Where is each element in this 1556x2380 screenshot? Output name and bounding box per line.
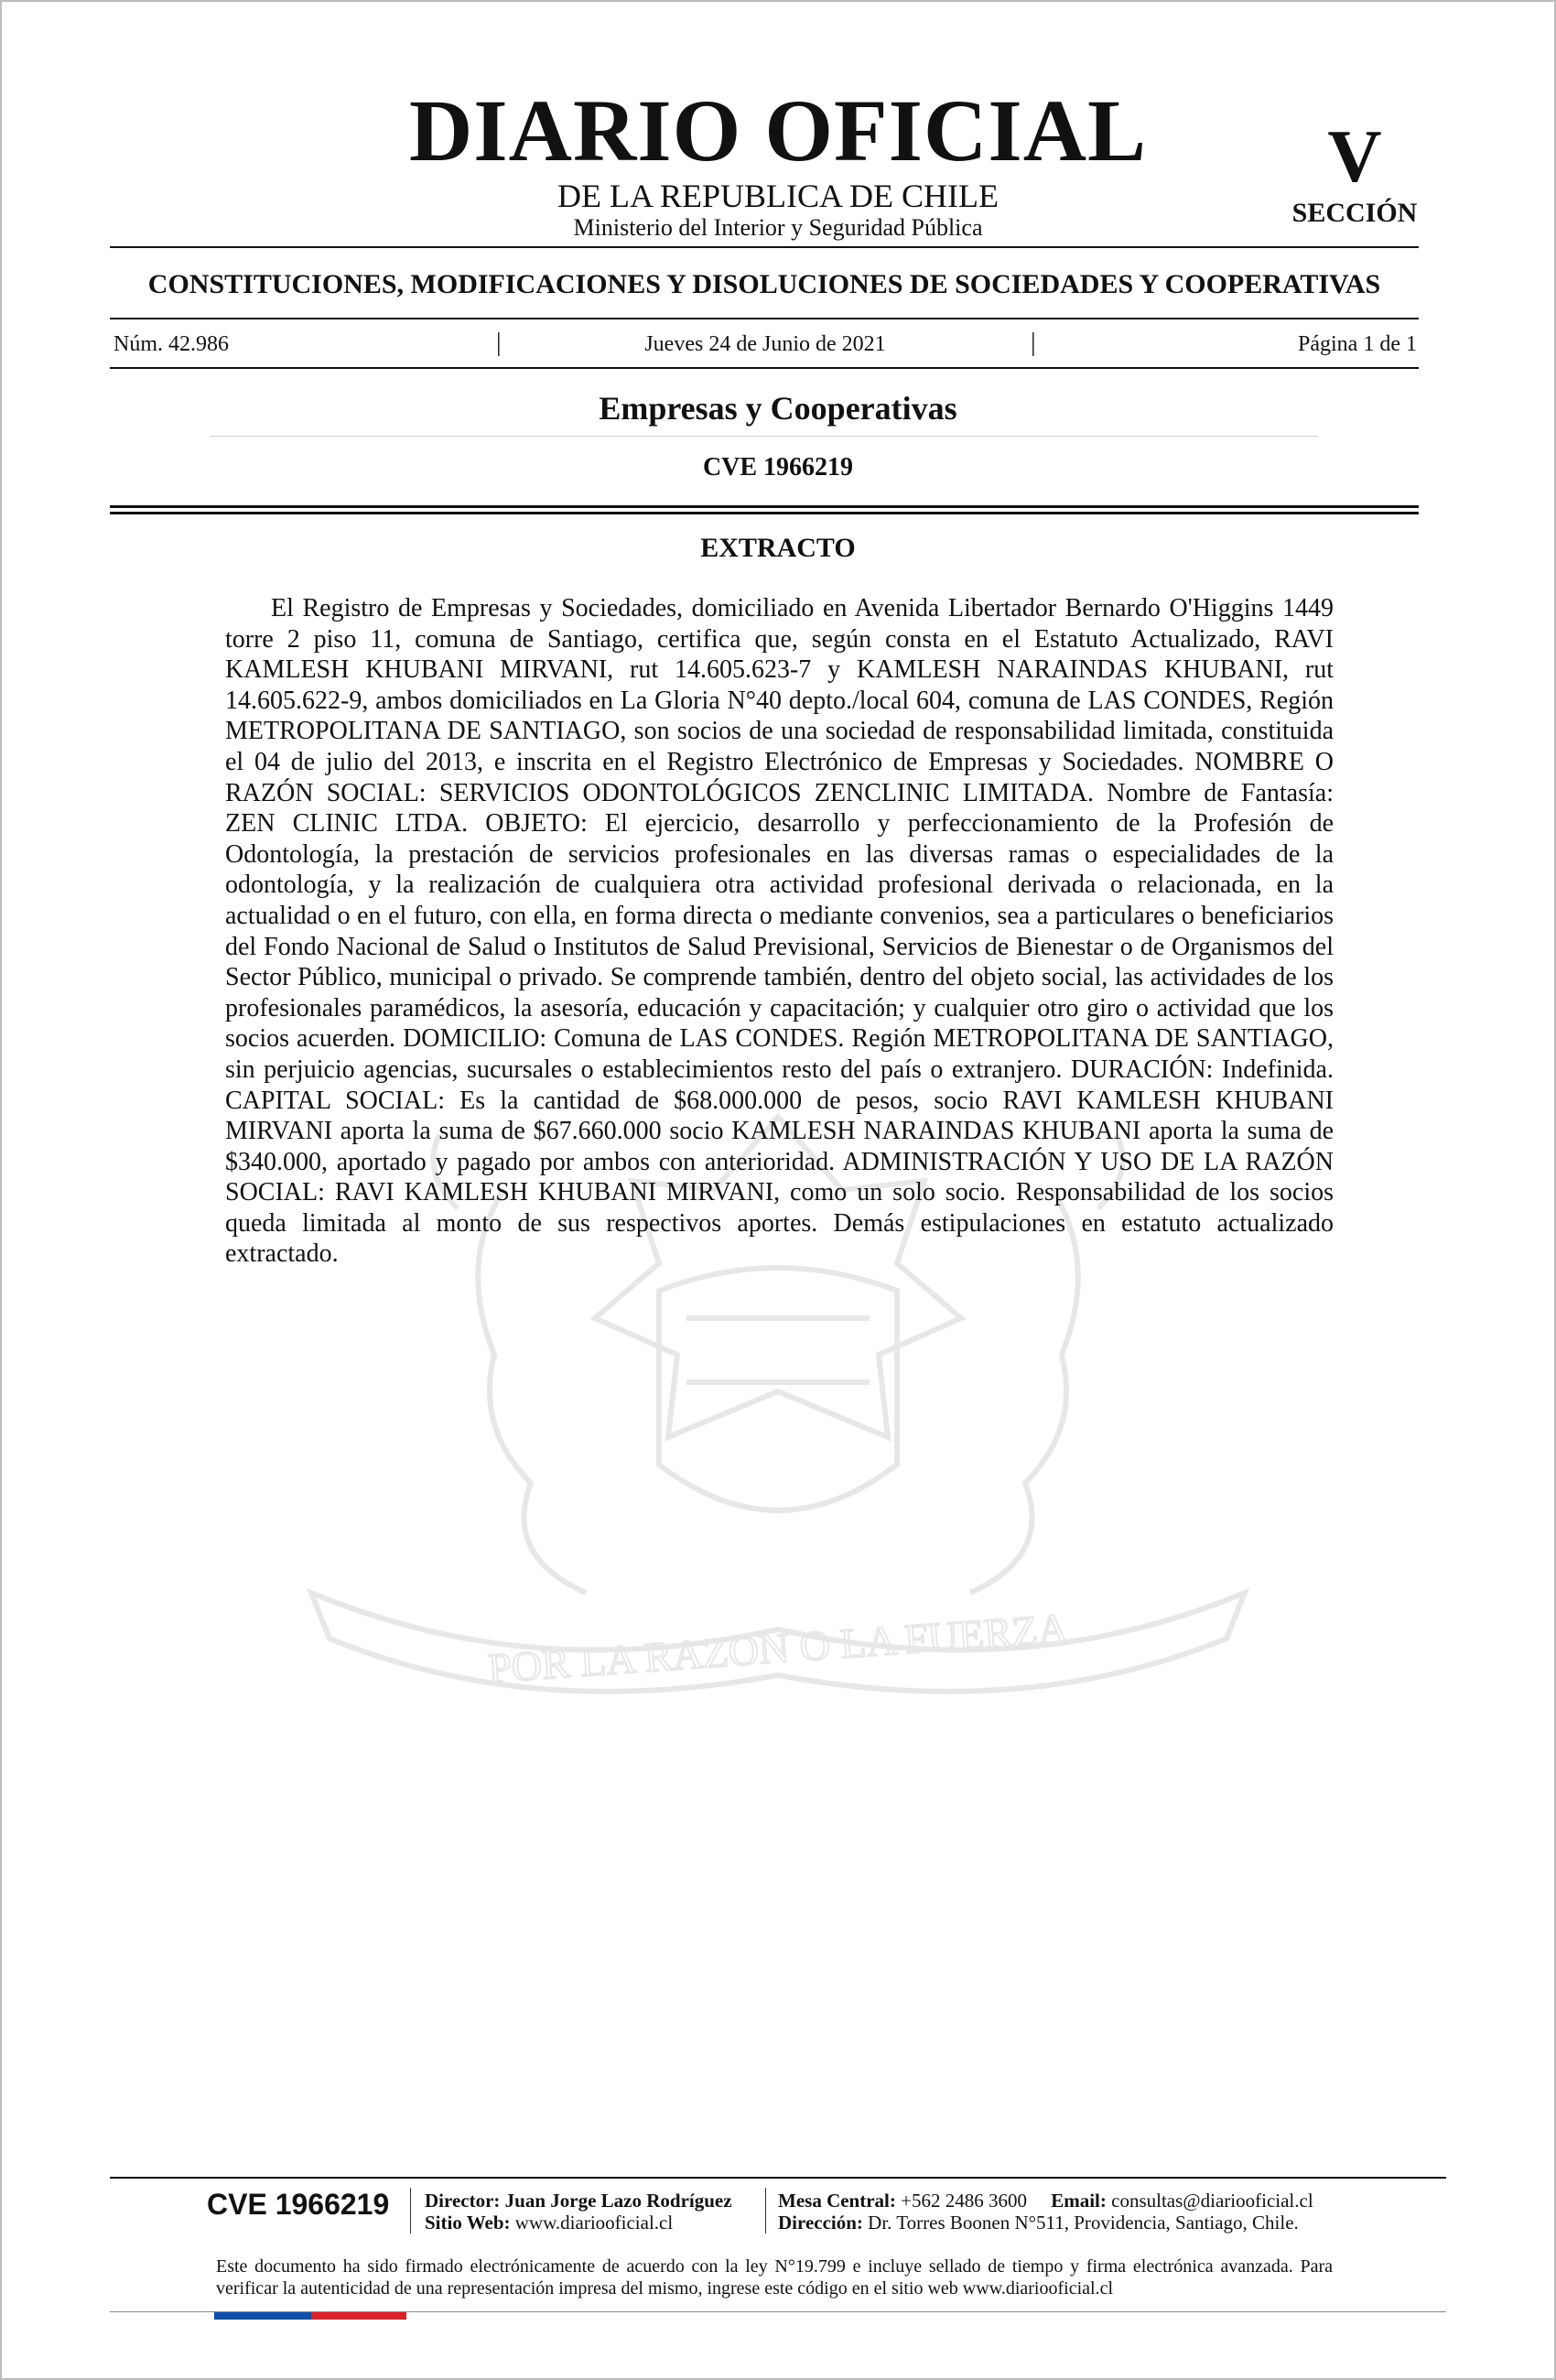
document-title: EXTRACTO [700,533,856,563]
issue-page: Página 1 de 1 [1298,332,1417,356]
footer-separator [410,2188,411,2234]
double-rule-top [110,505,1419,508]
issue-row [113,329,1417,359]
masthead-ministry: Ministerio del Interior y Seguridad Pública [573,214,983,241]
issue-number: Núm. 42.986 [113,332,229,356]
director-name: Juan Jorge Lazo Rodríguez [504,2190,732,2212]
address-label: Dirección: [778,2212,863,2234]
footer-legal-notice: Este documento ha sido firmado electrónicamente de acuerdo con la ley N°19.799 e incluye sellado de tiempo y firma electrónica avanzada. Para verificar la autenticidad de una representación impresa del mismo, ingrese este código en el sitio web www.diariooficial.cl [216,2256,1333,2299]
email-link[interactable]: consultas@diariooficial.cl [1111,2190,1313,2212]
category-heading: Empresas y Cooperativas [599,390,957,427]
site-label: Sitio Web: [425,2212,511,2234]
footer-rule [110,2177,1446,2179]
subtitle-rule [110,318,1419,319]
footer-separator [765,2188,766,2234]
phone-value: +562 2486 3600 [901,2190,1027,2212]
footer-director-block [425,2190,732,2234]
section-word: SECCIÓN [1291,198,1418,228]
extract-body: El Registro de Empresas y Sociedades, domiciliado en Avenida Libertador Bernardo O'Higgins 1449 torre 2 piso 11, comuna de Santiago, certifica que, según consta en el Estatuto Actualizado, RAVI KAMLESH KHUBANI MIRVANI, rut 14.605.623-7 y KAMLESH NARAINDAS KHUBANI, rut 14.605.622-9, ambos domiciliados en La Gloria N°40 depto./local 604, comuna de LAS CONDES, Región METROPOLITANA DE SANTIAGO, son socios de una sociedad de responsabilidad limitada, constituida el 04 de julio del 2013, e inscrita en el Registro Electrónico de Empresas y Sociedades. NOMBRE O RAZÓN SOCIAL: SERVICIOS ODONTOLÓGICOS ZENCLINIC LIMITADA. Nombre de Fantasía: ZEN CLINIC LTDA. OBJETO: El ejercicio, desarrollo y perfeccionamiento de la Profesión de Odontología, la prestación de servicios profesionales en las diversas ramas o especialidades de la odontología, y la realización de cualquiera otra actividad profesional derivada o relacionada, en la actualidad o en el futuro, con ella, en forma directa o mediante convenios, sea a particulares o beneficiarios del Fondo Nacional de Salud o Institutos de Salud Previsional, Servicios de Bienestar o de Organismos del Sector Público, municipal o privado. Se comprende también, dentro del objeto social, las actividades de los profesionales paramédicos, la asesoría, educación y capacitación; y cualquier otro giro o actividad que los socios acuerden. DOMICILIO: Comuna de LAS CONDES. Región METROPOLITANA DE SANTIAGO, sin perjuicio agencias, sucursales o establecimientos resto del país o extranjero. DURACIÓN: Indefinida. CAPITAL SOCIAL: Es la cantidad de $68.000.000 de pesos, socio RAVI KAMLESH KHUBANI MIRVANI aporta la suma de $67.660.000 socio KAMLESH NARAINDAS KHUBANI aporta la suma de $340.000, aportado y pagado por ambos con anterioridad. ADMINISTRACIÓN Y USO DE LA RAZÓN SOCIAL: RAVI KAMLESH KHUBANI MIRVANI, como un solo socio. Responsabilidad de los socios queda limitada al monto de sus respectivos aportes. Demás estipulaciones en estatuto actualizado extractado. [225,594,1334,1269]
footer-contact-block [778,2190,1313,2234]
cve-heading: CVE 1966219 [702,453,854,481]
masthead-title: DIARIO OFICIAL [408,81,1148,179]
double-rule-bottom [110,512,1419,514]
address-value: Dr. Torres Boonen N°511, Providencia, Santiago, Chile. [868,2212,1299,2234]
issue-rule [110,367,1419,369]
category-rule [211,436,1318,437]
masthead-subtitle: DE LA REPUBLICA DE CHILE [557,178,999,214]
phone-label: Mesa Central: [778,2190,896,2212]
issue-separator: | [1031,329,1036,357]
masthead-rule [110,246,1419,248]
flag-stripe-blue [214,2312,311,2320]
flag-stripe-red [311,2312,406,2320]
site-link[interactable]: www.diariooficial.cl [514,2212,674,2234]
issue-separator: | [496,329,502,357]
email-label: Email: [1051,2190,1107,2212]
section-subtitle: CONSTITUCIONES, MODIFICACIONES Y DISOLUCIONES DE SOCIEDADES Y COOPERATIVAS [147,269,1381,299]
footer-cve-code: CVE 1966219 [207,2188,390,2221]
section-letter: V [1327,114,1382,198]
watermark-motto: POR LA RAZON O LA FUERZA [486,1604,1070,1693]
director-label: Director: [425,2190,501,2212]
issue-date: Jueves 24 de Junio de 2021 [644,332,886,356]
